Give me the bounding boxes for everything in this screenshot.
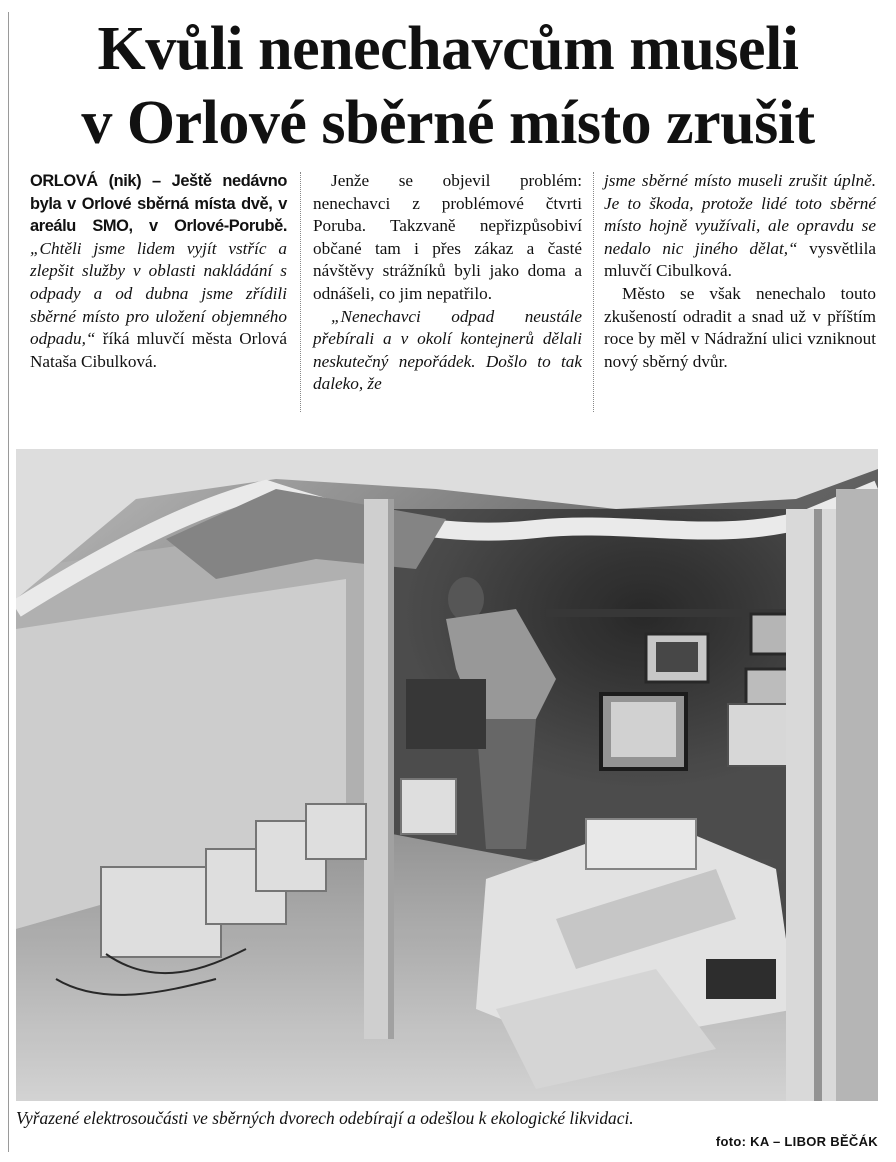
quote-continuation — [604, 170, 876, 283]
paragraph: Jenže se objevil problém: nenechavci z problémové čtvrti Poruba. Takzvaně nepřizpůsobiví občané tam i přes zákaz a časté návštěvy strážníků byli jako doma a odnášeli, co jim nepatřilo. — [313, 171, 582, 303]
left-margin-rule — [8, 12, 9, 1152]
quote-paragraph: „Nenechavci odpad neustále přebírali a v okolí kontejnerů dělali neskutečný nepořádek. Došlo to tak daleko, že — [313, 306, 582, 394]
quote-attribution: říká mluvčí města Orlová Nataša Cibulková. — [30, 329, 287, 371]
column-divider — [593, 172, 594, 412]
quote-text: jsme sběrné místo museli zrušit úplně. Je to škoda, protože lidé toto sběrné místo hojně využívali, ale opravdu se nedalo nic jiného dělat,“ — [604, 171, 876, 258]
article-column-2 — [313, 170, 582, 396]
lead-paragraph — [30, 170, 287, 373]
headline — [10, 12, 886, 160]
quote-attribution: vysvětlila mluvčí Cibulková. — [604, 238, 876, 281]
article-column-1 — [30, 170, 287, 373]
paragraph: Město se však nenechalo touto zkušeností odradit a snad už v příštím roce by měl v Nádražní ulici vzniknout nový sběrný dvůr. — [604, 283, 876, 371]
article-column-3 — [604, 170, 876, 373]
headline-line-2: v Orlové sběrné místo zrušit — [81, 89, 815, 157]
headline-line-1: Kvůli nenechavcům museli — [97, 15, 799, 83]
column-divider — [300, 172, 301, 412]
quote-text: „Chtěli jsme lidem vyjít vstříc a zlepšit služby v oblasti nakládání s odpady a od dubna jsme zřídili sběrné místo pro uložení objemného odpadu,“ — [30, 238, 287, 349]
photo-credit: foto: KA – LIBOR BĚČÁK — [715, 1134, 878, 1149]
photo-caption: Vyřazené elektrosoučásti ve sběrných dvorech odebírají a odešlou k ekologické likvidaci. — [16, 1108, 634, 1128]
lead-text: ORLOVÁ (nik) – Ještě nedávno byla v Orlové sběrná místa dvě, v areálu SMO, v Orlové-Porubě. — [30, 172, 287, 236]
photo-illustration — [16, 449, 878, 1101]
news-photo — [16, 449, 878, 1101]
